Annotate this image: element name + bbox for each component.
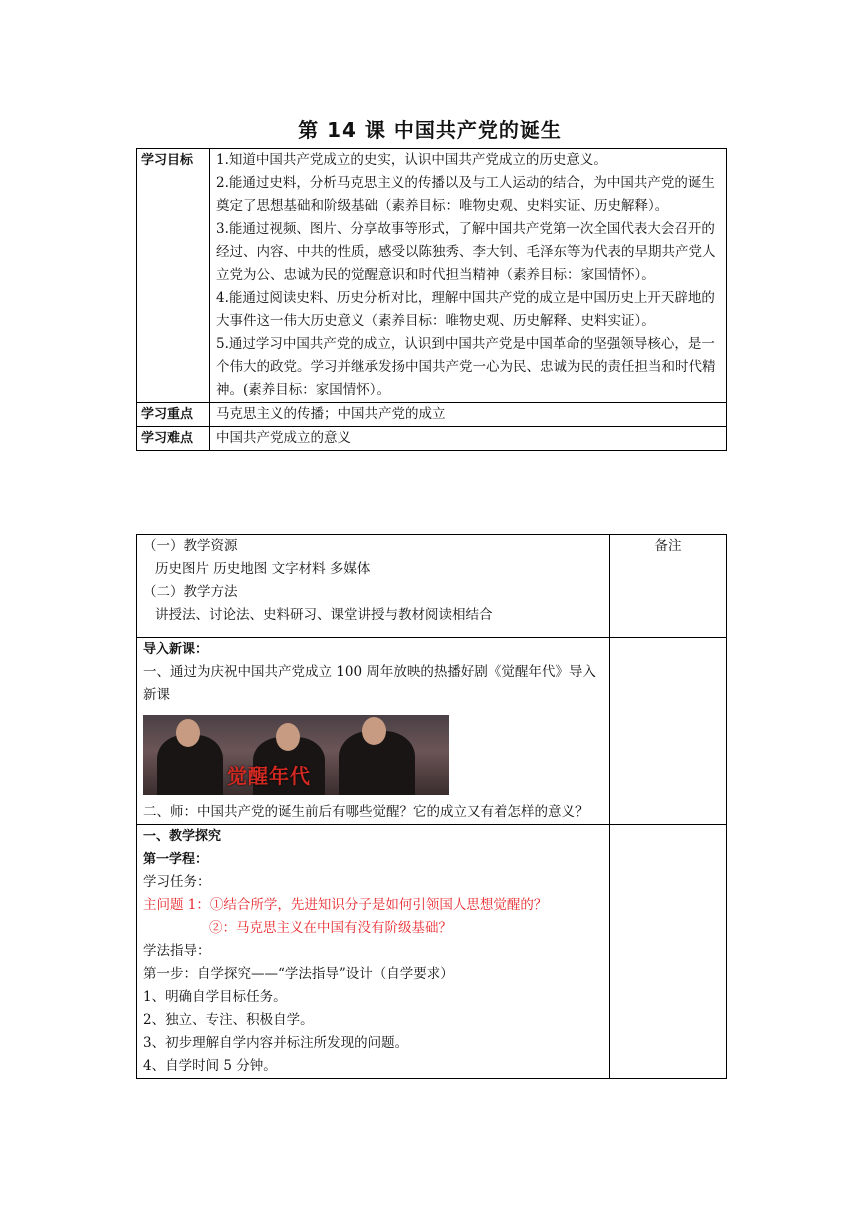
goal-label: 学习目标 xyxy=(137,149,210,403)
goal-item: 4.能通过阅读史料、历史分析对比，理解中国共产党的成立是中国历史上开天辟地的大事件这一伟大历史意义（素养目标：唯物史观、历史解释、史料实证）。 xyxy=(216,290,715,329)
main-question-2: ②：马克思主义在中国有没有阶级基础？ xyxy=(209,920,452,936)
intro-line-1: 一、通过为庆祝中国共产党成立 100 周年放映的热播好剧《觉醒年代》导入新课 xyxy=(143,664,596,703)
intro-row xyxy=(137,638,727,825)
notes-cell xyxy=(610,638,727,825)
resources-heading: （一）教学资源 xyxy=(143,538,238,554)
page-title: 第 14 课 中国共产党的诞生 xyxy=(298,118,562,142)
main-question-1: 主问题 1：①结合所学，先进知识分子是如何引领国人思想觉醒的？ xyxy=(143,897,548,913)
key-text: 马克思主义的传播；中国共产党的成立 xyxy=(210,403,727,427)
objectives-table xyxy=(136,148,727,451)
difficulty-label: 学习难点 xyxy=(137,427,210,451)
resources-row xyxy=(137,535,727,638)
key-row xyxy=(137,403,727,427)
intro-heading: 导入新课： xyxy=(143,642,209,657)
notes-header: 备注 xyxy=(610,535,727,638)
requirement-item: 4、自学时间 5 分钟。 xyxy=(143,1058,277,1074)
methods-heading: （二）教学方法 xyxy=(143,584,238,600)
goals-row xyxy=(137,149,727,403)
guide-label: 学法指导： xyxy=(143,943,211,959)
resources-cell xyxy=(137,535,610,638)
requirement-item: 1、明确自学目标任务。 xyxy=(143,989,287,1005)
explore-cell xyxy=(137,825,610,1079)
stage-label: 第一学程： xyxy=(143,852,209,867)
intro-cell xyxy=(137,638,610,825)
drama-poster-image xyxy=(143,715,449,795)
notes-cell xyxy=(610,825,727,1079)
resources-items: 历史图片 历史地图 文字材料 多媒体 xyxy=(155,561,371,577)
explore-heading: 一、教学探究 xyxy=(143,829,222,844)
task-label: 学习任务： xyxy=(143,874,211,890)
intro-line-2: 二、师：中国共产党的诞生前后有哪些觉醒？它的成立又有着怎样的意义？ xyxy=(143,804,589,820)
requirement-item: 3、初步理解自学内容并标注所发现的问题。 xyxy=(143,1035,409,1051)
goals-cell xyxy=(210,149,727,403)
lesson-table xyxy=(136,534,727,1079)
poster-figure-head xyxy=(276,723,300,751)
goal-item: 2.能通过史料，分析马克思主义的传播以及与工人运动的结合，为中国共产党的诞生奠定了思想基础和阶级基础（素养目标：唯物史观、史料实证、历史解释）。 xyxy=(216,175,715,214)
requirement-item: 2、独立、专注、积极自学。 xyxy=(143,1012,314,1028)
goal-item: 5.通过学习中国共产党的成立，认识到中国共产党是中国革命的坚强领导核心，是一个伟大的政党。学习并继承发扬中国共产党一心为民、忠诚为民的责任担当和时代精神。(素养目标：家国情怀）。 xyxy=(216,336,716,398)
poster-figure-head xyxy=(176,719,200,747)
poster-logo: 觉醒年代 xyxy=(227,764,311,788)
goal-item: 3.能通过视频、图片、分享故事等形式，了解中国共产党第一次全国代表大会召开的经过、内容、中共的性质，感受以陈独秀、李大钊、毛泽东等为代表的早期共产党人立党为公、忠诚为民的觉醒意识和时代担当精神（素养目标：家国情怀）。 xyxy=(216,221,716,283)
key-label: 学习重点 xyxy=(137,403,210,427)
methods-text: 讲授法、讨论法、史料研习、课堂讲授与教材阅读相结合 xyxy=(155,607,493,623)
explore-row xyxy=(137,825,727,1079)
difficulty-text: 中国共产党成立的意义 xyxy=(210,427,727,451)
poster-figure-head xyxy=(362,717,386,745)
step-1: 第一步：自学探究——“学法指导”设计（自学要求） xyxy=(143,966,454,982)
difficulty-row xyxy=(137,427,727,451)
goal-item: 1.知道中国共产党成立的史实，认识中国共产党成立的历史意义。 xyxy=(216,152,607,168)
